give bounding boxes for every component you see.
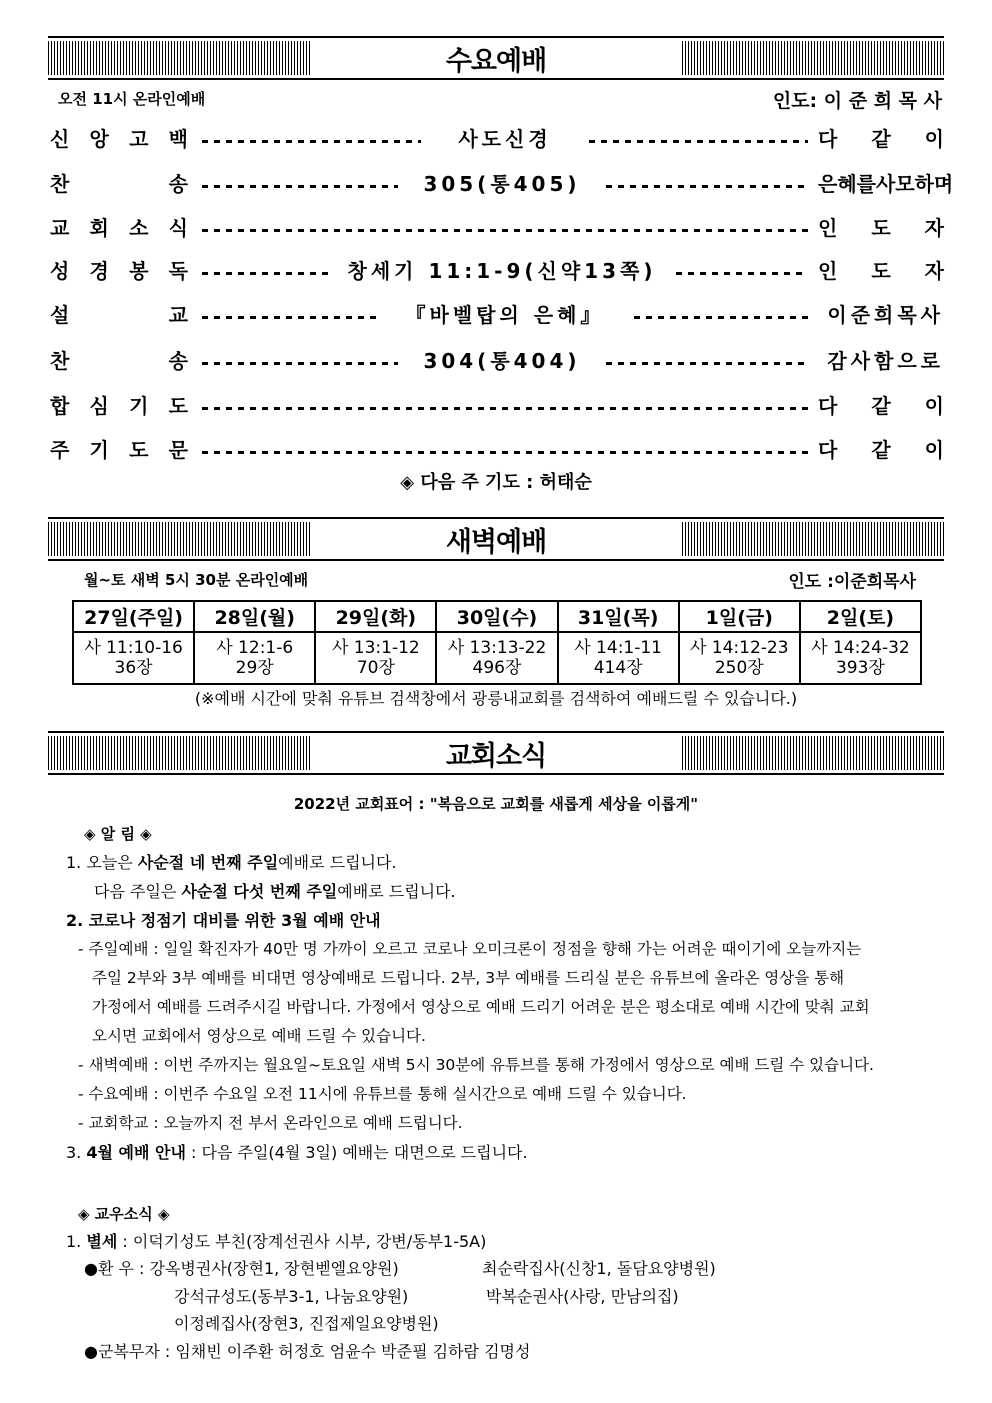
notice-line: 2. 코로나 정점기 대비를 위한 3월 예배 안내 [66,911,381,930]
day-cell [73,632,194,684]
order-label: 찬 송 [50,349,188,373]
order-value: 이준희목사 [827,303,944,327]
table-row [73,632,921,684]
leader-dots [676,272,808,275]
notice-line: 가정에서 예배를 드려주시길 바랍니다. 가정에서 영상으로 예배 드리기 어려운 분은 평소대로 예배 시간에 맞춰 교회 [92,998,870,1016]
order-label: 교 회 소 식 [50,216,188,240]
order-label: 찬 송 [50,172,188,196]
order-row [50,255,944,285]
order-label: 설 교 [50,303,188,327]
hymn-number: 36장 [114,658,153,678]
banner-stripe-right [682,736,944,770]
order-item: 창세기 11:1-9(신약13쪽) [347,259,657,283]
notice-line: - 새벽예배 : 이번 주까지는 월요일~토요일 새벽 5시 30분에 유튜브를 통해 가정에서 영상으로 예배 드릴 수 있습니다. [78,1056,874,1074]
order-label: 주 기 도 문 [50,438,188,462]
day-header: 28일(월) [194,601,315,632]
leader-dots [606,362,808,365]
church-motto: 2022년 교회표어 : "복음으로 교회를 새롭게 세상을 이롭게" [293,795,699,813]
news-title: 교회소식 [445,740,547,772]
order-row [50,212,944,242]
notice-line: - 수요예배 : 이번주 수요일 오전 11시에 유튜브를 통해 실시간으로 예배 드릴 수 있습니다. [78,1085,687,1103]
day-header: 1일(금) [679,601,800,632]
notice-line: - 주일예배 : 일일 확진자가 40만 명 가까이 오르고 코로나 오미크론이 정점을 향해 가는 어려운 때이기에 오늘까지는 [78,940,862,958]
leader-dots [202,229,808,232]
notice-line: 1. 오늘은 사순절 네 번째 주일예배로 드립니다. [66,853,397,872]
member-line: ●환 우 : 강옥병권사(장현1, 장현벧엘요양원) [84,1259,399,1278]
dawn-title: 새벽예배 [445,526,547,558]
scripture-reading: 사 14:24-32 [811,638,910,658]
leader-dots [202,362,398,365]
leader-dots [202,185,398,188]
order-item: 304(통404) [423,349,581,373]
day-cell [800,632,921,684]
dawn-schedule-table [72,600,922,685]
banner-stripe-left [48,41,310,75]
wednesday-leader: 인도: 이 준 희 목 사 [772,90,942,112]
leader-dots [589,140,808,143]
leader-dots [202,451,808,454]
hymn-number: 29장 [235,658,274,678]
order-value: 인 도 자 [818,216,944,240]
order-label: 합 심 기 도 [50,394,188,418]
order-row [50,123,944,153]
day-cell [315,632,436,684]
notice-header: ◈ 알 림 ◈ [84,825,152,843]
order-value: 다 같 이 [818,394,944,418]
order-item: 305(통405) [423,172,581,196]
day-cell [194,632,315,684]
hymn-number: 250장 [714,658,764,678]
banner-stripe-left [48,736,310,770]
scripture-reading: 사 14:12-23 [689,638,789,658]
news-banner [48,731,944,775]
day-header: 29일(화) [315,601,436,632]
day-header: 2일(토) [800,601,921,632]
hymn-number: 414장 [593,658,643,678]
leader-dots [202,407,808,410]
member-line: 최순락집사(신창1, 돌담요양병원) [482,1259,716,1278]
dawn-leader: 인도 :이준희목사 [788,572,916,592]
order-label: 신 앙 고 백 [50,127,188,151]
leader-dots [202,272,328,275]
notice-line: 오시면 교회에서 영상으로 예배 드릴 수 있습니다. [92,1027,426,1045]
banner-stripe-right [682,522,944,556]
leader-dots [634,316,808,319]
order-label: 성 경 봉 독 [50,259,188,283]
member-line: 이정례집사(장현3, 진접제일요양병원) [174,1314,439,1333]
order-row [50,390,944,420]
order-value: 다 같 이 [818,438,944,462]
wednesday-banner [48,36,944,80]
notice-line: 다음 주일은 사순절 다섯 번째 주일예배로 드립니다. [94,882,456,901]
order-value: 은혜를 사모하며 [818,172,954,196]
order-item: 『바벨탑의 은혜』 [405,303,605,327]
member-line: 박복순권사(사랑, 만남의집) [486,1287,679,1306]
banner-stripe-left [48,522,310,556]
notice-line: 주일 2부와 3부 예배를 비대면 영상예배로 드립니다. 2부, 3부 예배를 드리실 분은 유튜브에 올라온 영상을 통해 [92,969,845,987]
dawn-banner [48,517,944,561]
member-line: ●군복무자 : 임채빈 이주환 허정호 엄윤수 박준필 김하람 김명성 [84,1342,531,1361]
scripture-reading: 사 13:1-12 [331,638,420,658]
member-line: 강석규성도(동부3-1, 나눔요양원) [174,1287,409,1306]
next-prayer: ◈ 다음 주 기도 : 허태순 [400,472,592,493]
day-cell [558,632,679,684]
hymn-number: 70장 [356,658,395,678]
day-header: 30일(수) [436,601,557,632]
leader-dots [202,316,376,319]
day-cell [436,632,557,684]
scripture-reading: 사 12:1-6 [216,638,294,658]
dawn-time: 월~토 새벽 5시 30분 온라인예배 [84,571,309,589]
hymn-number: 393장 [835,658,885,678]
scripture-reading: 사 14:1-11 [574,638,663,658]
order-value: 감사함으로 [827,349,944,373]
leader-dots [606,185,808,188]
dawn-note: (※예배 시간에 맞춰 유튜브 검색창에서 광릉내교회를 검색하여 예배드릴 수 있습니다.) [194,689,798,708]
day-cell [679,632,800,684]
order-item: 사도신경 [458,127,552,151]
hymn-number: 496장 [472,658,522,678]
day-header: 31일(목) [558,601,679,632]
notice-line: 3. 4월 예배 안내 : 다음 주일(4월 3일) 예배는 대면으로 드립니다. [66,1143,528,1162]
scripture-reading: 사 13:13-22 [447,638,547,658]
order-value: 인 도 자 [818,259,944,283]
wednesday-title: 수요예배 [445,45,547,77]
member-news-header: ◈ 교우소식 ◈ [78,1205,170,1223]
order-row [50,434,944,464]
table-header-row [73,601,921,632]
order-row [50,299,944,329]
wednesday-time: 오전 11시 온라인예배 [58,90,206,108]
order-row [50,345,944,375]
order-row [50,168,954,198]
notice-line: - 교회학교 : 오늘까지 전 부서 온라인으로 예배 드립니다. [78,1114,463,1132]
scripture-reading: 사 11:10-16 [84,638,183,658]
member-line: 1. 별세 : 이덕기성도 부친(장계선권사 시부, 강변/동부1-5A) [66,1232,487,1251]
day-header: 27일(주일) [73,601,194,632]
order-value: 다 같 이 [818,127,944,151]
banner-stripe-right [682,41,944,75]
leader-dots [202,140,421,143]
